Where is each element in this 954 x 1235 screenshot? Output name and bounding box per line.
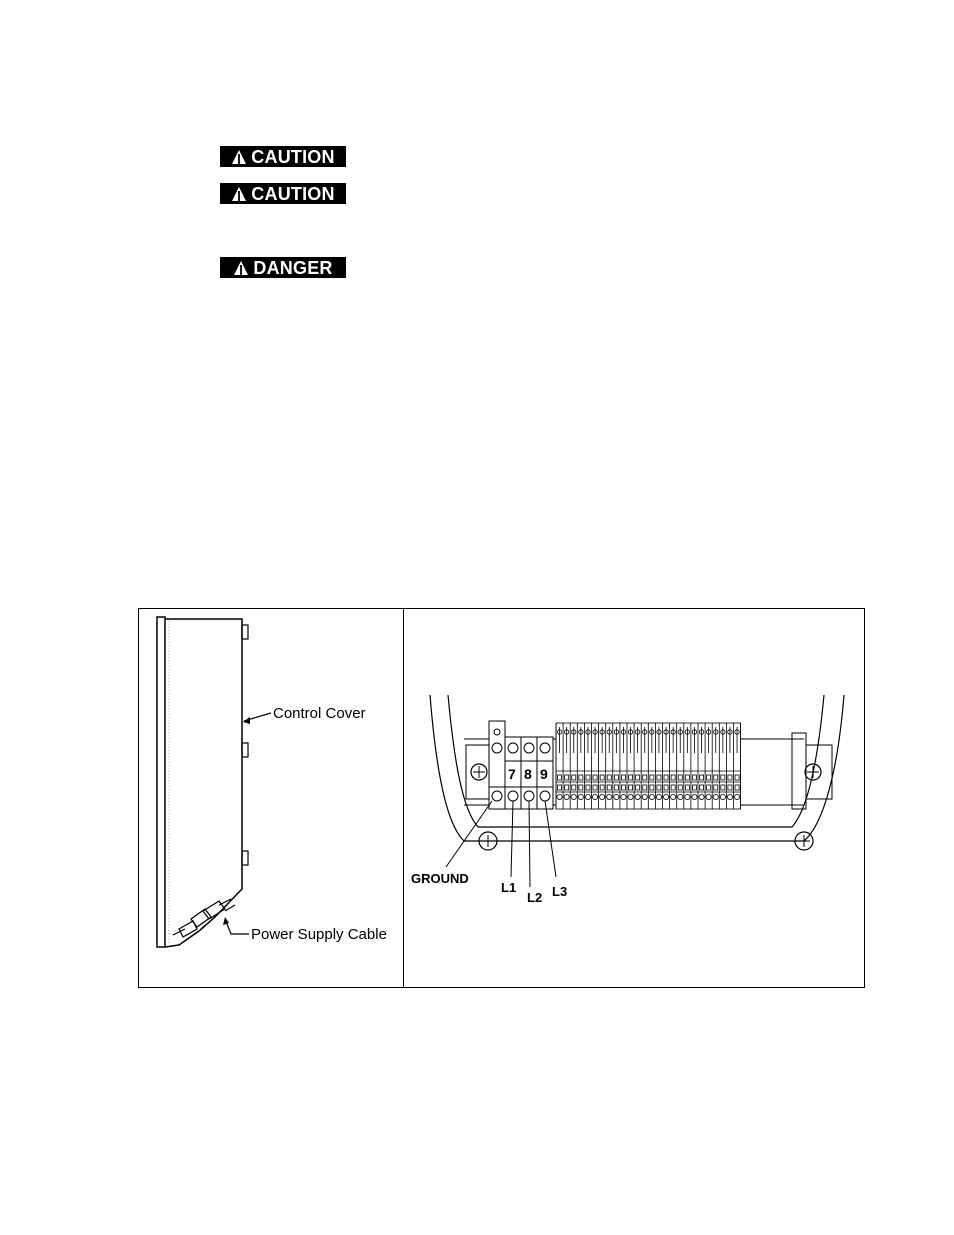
terminal-number-9: 9 — [540, 766, 548, 782]
line-label-l2: L2 — [527, 890, 543, 905]
enclosure-side-view — [139, 609, 403, 987]
danger-label: DANGER — [253, 257, 333, 278]
caution-badge-2 — [220, 183, 346, 204]
line-label-l3: L3 — [552, 884, 568, 899]
line-label-l1: L1 — [501, 880, 517, 895]
caution-label-1: CAUTION — [251, 146, 335, 167]
caution-label-2: CAUTION — [251, 183, 335, 204]
warning-triangle-icon — [231, 186, 247, 202]
danger-badge — [220, 257, 346, 278]
terminal-block-view — [404, 609, 864, 987]
ground-label: GROUND — [411, 871, 469, 886]
wiring-figure — [138, 608, 865, 988]
power-supply-cable-label: Power Supply Cable — [251, 926, 387, 943]
warning-triangle-icon — [233, 260, 249, 276]
terminal-number-8: 8 — [524, 766, 532, 782]
control-cover-label: Control Cover — [273, 705, 366, 722]
caution-badge-1 — [220, 146, 346, 167]
warning-triangle-icon — [231, 149, 247, 165]
terminal-block-drawing — [404, 609, 864, 987]
terminal-number-7: 7 — [508, 766, 516, 782]
